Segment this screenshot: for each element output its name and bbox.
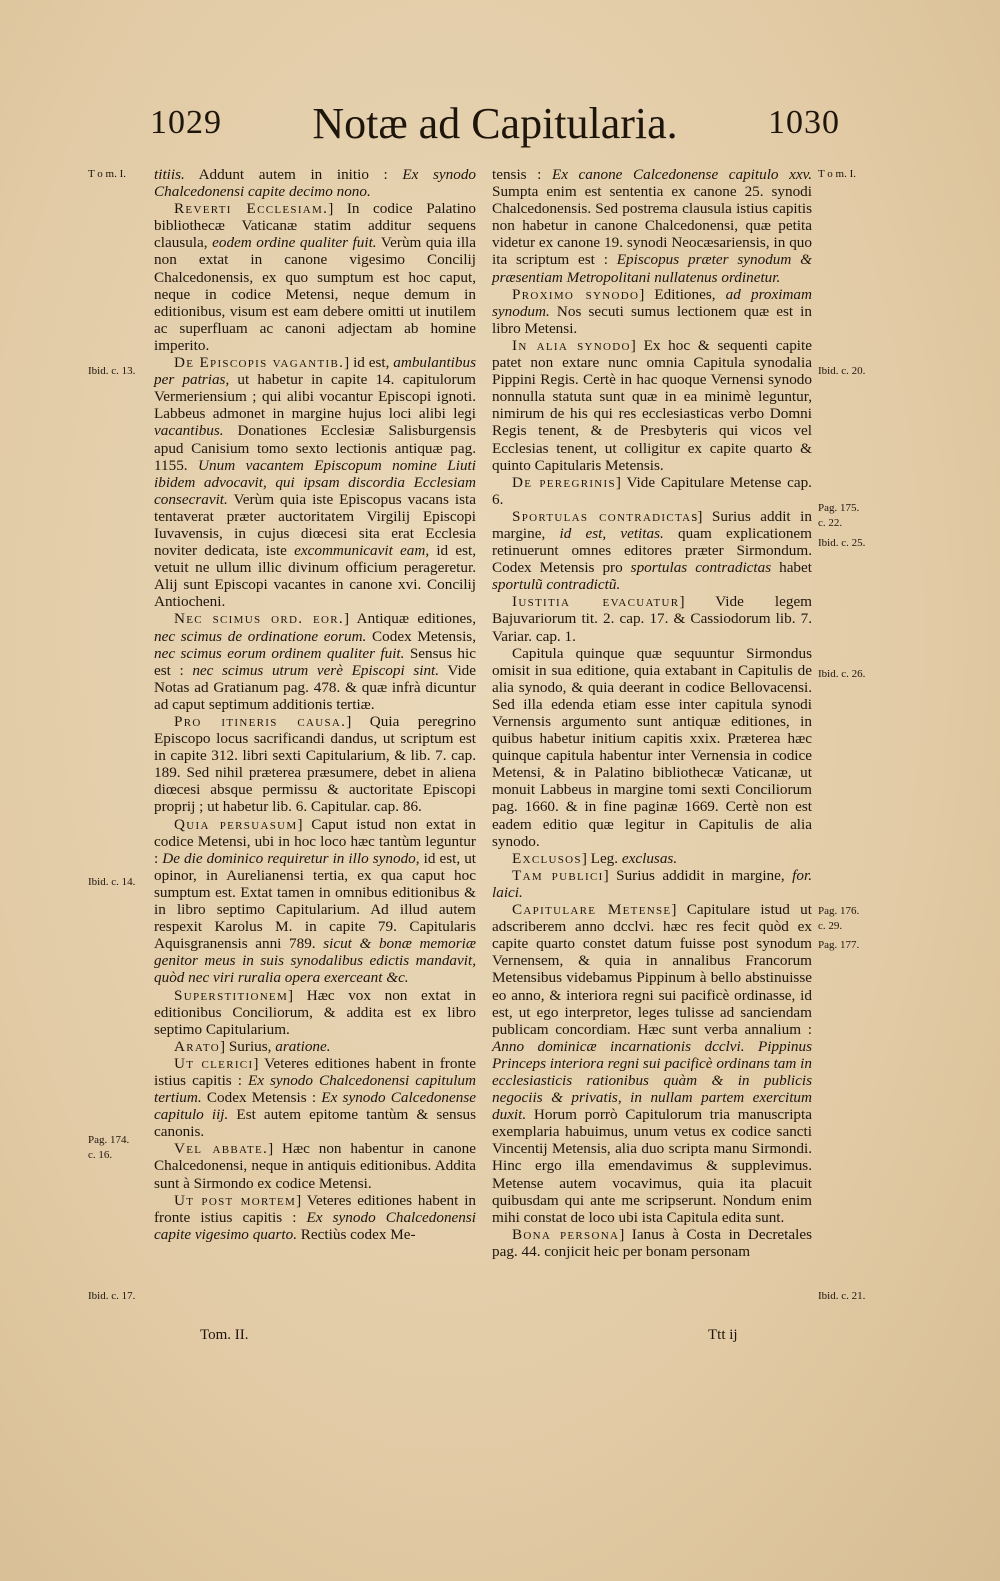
note-paragraph: Nec scimus ord. eor.] Antiquæ editiones, nec scimus de ordinatione eorum. Codex Metensis, nec scimus eorum ordinem qualiter fuit. Sensus hic est : nec scimus utrum verè Episcopi sint. Vide Notas ad Gratianum pag. 478. & quæ infrà dicuntur ad caput septimum additionis tertiæ.: [154, 610, 477, 713]
margin-note: c. 16.: [88, 1149, 113, 1161]
margin-note: c. 29.: [818, 920, 843, 932]
margin-note: Ibid. c. 14.: [88, 876, 136, 888]
page-number-right: 1030: [768, 104, 840, 141]
note-paragraph: Superstitionem] Hæc vox non extat in editionibus Conciliorum, & addita est ex libro septimo Capitularium.: [154, 986, 476, 1038]
lemma: Proximo synodo: [512, 285, 640, 303]
lemma: Ut post mortem: [174, 1191, 297, 1209]
lemma: Quia persuasum: [174, 815, 298, 833]
lemma: Ut clerici: [174, 1054, 254, 1072]
note-paragraph: Proximo synodo] Editiones, ad proximam synodum. Nos secuti sumus lectionem quæ est in libro Metensi.: [492, 285, 812, 337]
margin-note: Ibid. c. 25.: [818, 537, 866, 549]
note-paragraph: In alia synodo] Ex hoc & sequenti capite patet non extare nunc omnia Capitula synodalia Pippini Regis. Certè in hac quoque Vernensi synodo nonnulla statuta sunt quæ in ea minimè leguntur, nimirum de his qui res ecclesiasticas verbo Domni Regis tenent, & de Presbyteris qui vicos vel Ecclesias tenent, ut colligitur ex capite quarto & quinto Capitularis Metensis.: [492, 336, 812, 474]
lemma: Bona persona: [512, 1225, 620, 1243]
lemma: De peregrinis: [512, 473, 616, 491]
note-paragraph: De peregrinis] Vide Capitulare Metense cap. 6.: [492, 473, 812, 508]
lemma: In alia synodo: [512, 336, 631, 354]
note-paragraph: Arato] Surius, aratione.: [174, 1037, 331, 1055]
margin-note: Pag. 175.: [818, 502, 860, 514]
margin-note: c. 22.: [818, 517, 843, 529]
margin-note: Ibid. c. 13.: [88, 365, 136, 377]
lemma: Tam publici: [512, 866, 604, 884]
note-paragraph: Pro itineris causa.] Quia peregrino Episcopo locus sacrificandi dandus, ut scriptum est in capite 312. libri sexti Capitularium, & lib. 7. cap. 189. Sed nihil præterea præsumere, debet in aliena diœcesi absque permissu & auctoritate Episcopi proprij ; ut habetur lib. 6. Capitular. cap. 86.: [154, 713, 476, 816]
margin-note: T o m. I.: [818, 168, 856, 180]
note-paragraph: Exclusos] Leg. exclusas.: [512, 849, 678, 867]
margin-note: T o m. I.: [88, 168, 126, 180]
margin-note: Ibid. c. 20.: [818, 365, 866, 377]
note-paragraph: De Episcopis vagantib.] id est, ambulantibus per patrias, ut habetur in capite 14. capitulorum Vermeriensium ; qui alibi vocantur Episcopi ignoti. Labbeus admonet in margine hujus loci alibi legi vacantibus. Donationes Ecclesiæ Salisburgensis apud Canisium tomo sexto lectionis antiquæ pag. 1155. Unum vacantem Episcopum nomine Liuti ibidem advocavit, qui ipsam discordia Ecclesiam consecravit. Verùm quia iste Episcopus vacans ista tentaverat præter auctoritatem Virgilij Episcopi Iuvavensis, in cujus diœcesi sita erat Ecclesia noviter dedicata, iste excommunicavit eam, id est, vetuit ne ullum illic divinum officium perageretur. Alij sunt Episcopi vacantes in canone xvi. Concilij Antiocheni.: [154, 354, 477, 611]
note-paragraph: Ut post mortem] Veteres editiones habent in fronte istius capitis : Ex synodo Chalcedonensi capite vigesimo quarto. Rectiùs codex Me-: [154, 1191, 477, 1243]
signature-mark: Tom. II.: [200, 1327, 249, 1343]
right-column: [492, 166, 812, 1260]
note-paragraph: Ut clerici] Veteres editiones habent in fronte istius capitis : Ex synodo Chalcedonensi capitulum tertium. Codex Metensis : Ex synodo Calcedonense capitulo iij. Est autem epitome tantùm & sensus canonis.: [154, 1054, 476, 1141]
note-paragraph: Reverti Ecclesiam.] In codice Palatino bibliothecæ Vaticanæ statim additur sequens clausula, eodem ordine qualiter fuit. Verùm quia illa non extat in canone vigesimo Concilij Chalcedonensis, ex quo sumptum est hoc caput, neque in codice Metensi, neque demum in editionibus, visum est eam debere omitti ut inutilem ac superfluam ac canoni adjectam ab homine imperito.: [154, 200, 476, 354]
lemma: Capitulare Metense: [512, 901, 672, 919]
note-paragraph: Capitula quinque quæ sequuntur Sirmondus omisit in sua editione, quia extabant in Capitulis de alia synodo, & quia deerant in codice Bellovacensi. Sed illa edenda etiam esse inter capitula synodi Vernensis argumento sunt antiquæ editiones, in quibus habetur initium capitis xxix. Præterea hæc quinque capitula habentur inter Vernensia in codice Metensi, & in Palatino bibliothecæ Vaticanæ, ut monuit Labbeus in margine tomi sexti Conciliorum pag. 1660. & in fine paginæ 1669. Certè non est eadem editio quæ legitur in Capitulis de alia synodo.: [492, 644, 812, 850]
left-column: [154, 166, 476, 1243]
signature-mark: Ttt ij: [708, 1327, 738, 1343]
running-title: Notæ ad Capitularia.: [312, 99, 678, 148]
lemma: Exclusos: [512, 849, 582, 867]
note-paragraph: Vel abbate.] Hæc non habentur in canone Chalcedonensi, neque in antiquis editionibus. Addita sunt à Sirmondo ex codice Metensi.: [154, 1140, 476, 1192]
lemma: Vel abbate.: [174, 1140, 269, 1158]
note-paragraph: Tam publici] Surius addidit in margine, for. laici.: [492, 866, 812, 901]
lemma: Iustitia evacuatur: [512, 593, 680, 611]
lemma: Reverti Ecclesiam.: [174, 200, 329, 218]
running-header: [150, 99, 840, 164]
note-paragraph: Capitulare Metense] Capitulare istud ut adscriberem anno dcclvi. hæc res fecit quòd ex capite quarto constet datum fuisse post synodum Vernensem, & quia in annalibus Francorum Metensibus videbamus Pippinum à bello abstinuisse eo anno, & interiora regni sui pacificè ordinasse, id est, ut ego interpretor, leges tulisse ad sanciendam publicam concordiam. Hæc sunt verba annalium : Anno dominicæ incarnationis dcclvi. Pippinus Princeps interiora regni sui pacificè ordinans tam in ecclesiasticis rationibus quàm & in publicis negociis & privatis, in nullam partem exercitum duxit. Horum porrò Capitulorum tria manuscripta exemplaria habuimus, unum vetus ex codice sancti Vincentij Metensis, alia duo scripta manu Sirmondi. Hinc ergo illa emendavimus & supplevimus. Metense autem vocavimus, quia ita placuit quibusdam qui ante me scripserunt. Nondum enim mihi constat de loco ubi ista Capitula edita sunt.: [492, 901, 812, 1226]
lemma: Superstitionem: [174, 986, 289, 1004]
lemma: Pro itineris causa.: [174, 713, 347, 730]
margin-note: Ibid. c. 21.: [818, 1290, 866, 1302]
margin-note: Pag. 177.: [818, 939, 860, 951]
note-paragraph: Iustitia evacuatur] Vide legem Bajuvariorum tit. 2. cap. 17. & Cassiodorum lib. 7. Variar. cap. 1.: [492, 593, 812, 645]
note-paragraph: Sportulas contradictas] Surius addit in margine, id est, vetitas. quam explicationem retinuerunt omnes editores præter Sirmondum. Codex Metensis pro sportulas contradictas habet sportulũ contradictũ.: [492, 507, 812, 594]
lemma: De Episcopis vagantib.: [174, 354, 345, 372]
note-paragraph: tensis : Ex canone Calcedonense capitulo xxv. Sumpta enim est sententia ex canone 25. synodi Chalcedonensis. Sed postrema clausula istius capitis non habetur in canone Chalcedonensi, quæ petita videtur ex canone 19. synodi Neocæsariensis, in quo ita scriptum est : Episcopus præter synodum & præsentiam Metropolitani nullatenus ordinetur.: [492, 166, 812, 286]
lemma: Sportulas contradicta: [512, 507, 692, 525]
margin-note: Pag. 174.: [88, 1134, 130, 1146]
note-paragraph: Bona persona] Ianus à Costa in Decretales pag. 44. conjicit heic per bonam personam: [492, 1225, 813, 1260]
margin-note: Pag. 176.: [818, 905, 860, 917]
lemma: Arato: [174, 1037, 220, 1055]
page-number-left: 1029: [150, 104, 222, 141]
note-paragraph: Quia persuasum] Caput istud non extat in codice Metensi, ubi in hoc loco hæc tantùm leguntur : De die dominico requiretur in illo synodo, id est, ut opinor, in Aurelianensi tertia, ex qua caput hoc sumptum est. Extat tamen in omnibus editionibus & in libro septimo Capitularium. Ad illud autem respexit Karolus M. in capite 79. Capitularis Aquisgranensis anni 789. sicut & bonæ memoriæ genitor meus in suis synodalibus edictis mandavit, quòd nec viri ruralia opera exerceant &c.: [154, 815, 477, 987]
note-paragraph: titiis. Addunt autem in initio : Ex synodo Chalcedonensi capite decimo nono.: [154, 166, 477, 201]
margin-note: Ibid. c. 26.: [818, 668, 866, 680]
margin-note: Ibid. c. 17.: [88, 1290, 136, 1302]
lemma: Nec scimus ord. eor.: [174, 610, 345, 628]
